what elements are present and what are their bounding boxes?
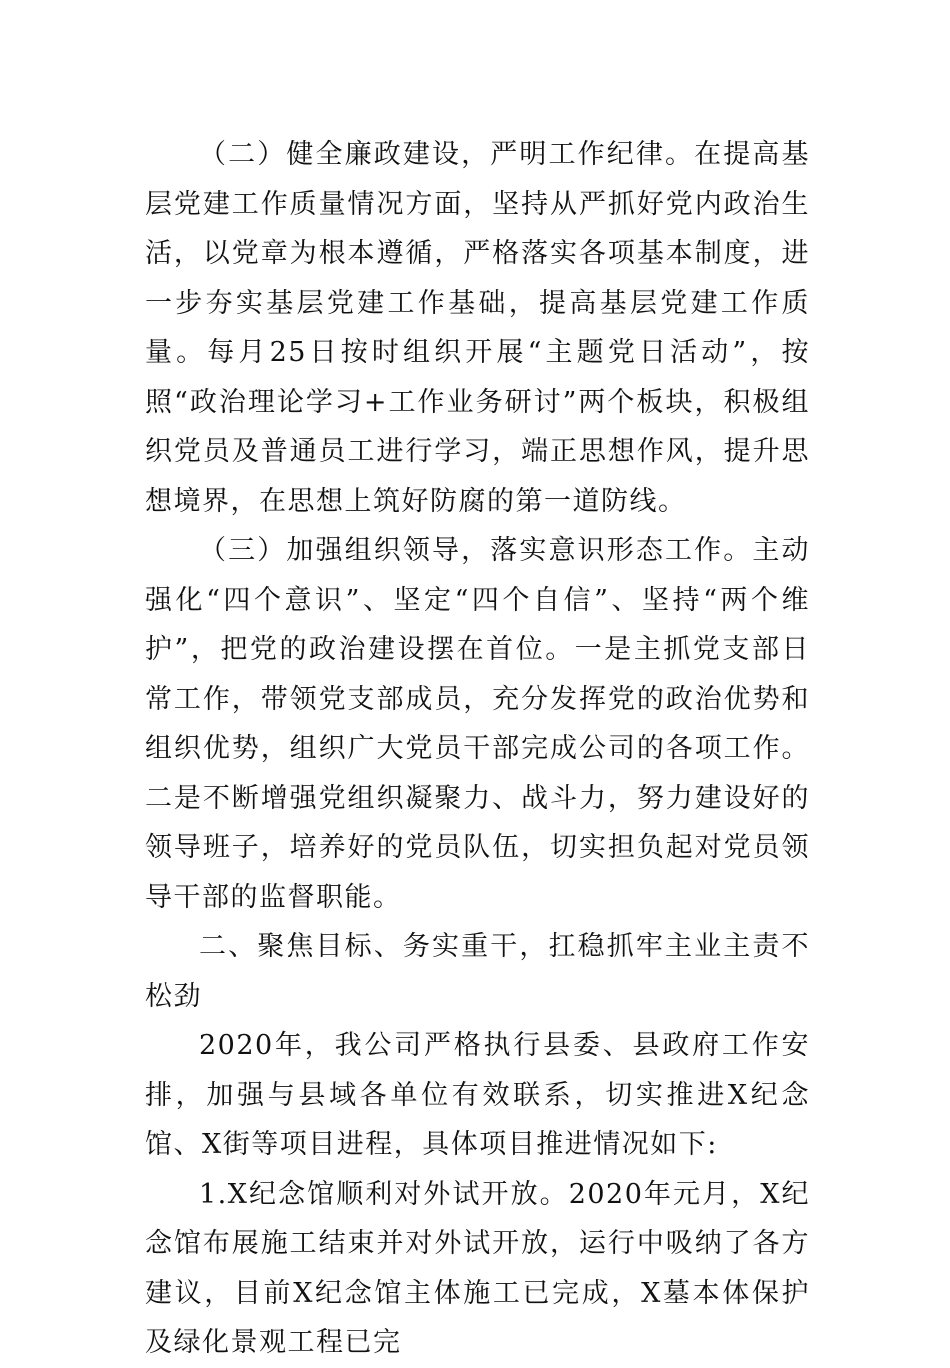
document-body [145, 130, 810, 1368]
paragraph-discipline: （二）健全廉政建设，严明工作纪律。在提高基层党建工作质量情况方面，坚持从严抓好党内政治生活，以党章为根本遵循，严格落实各项基本制度，进一步夯实基层党建工作基础，提高基层党建工作质量。每月25日按时组织开展“主题党日活动”，按照“政治理论学习+工作业务研讨”两个板块，积极组织党员及普通员工进行学习，端正思想作风，提升思想境界，在思想上筑好防腐的第一道防线。 [145, 139, 810, 517]
paragraph-organization-leadership: （三）加强组织领导，落实意识形态工作。主动强化“四个意识”、坚定“四个自信”、坚持“两个维护”，把党的政治建设摆在首位。一是主抓党支部日常工作，带领党支部成员，充分发挥党的政治优势和组织优势，组织广大党员干部完成公司的各项工作。二是不断增强党组织凝聚力、战斗力，努力建设好的领导班子，培养好的党员队伍，切实担负起对党员领导干部的监督职能。 [145, 535, 810, 913]
paragraph-memorial-hall: 1.X纪念馆顺利对外试开放。2020年元月，X纪念馆布展施工结束并对外试开放，运行中吸纳了各方建议，目前X纪念馆主体施工已完成，X墓本体保护及绿化景观工程已完 [145, 1178, 810, 1358]
paragraph-2020-overview: 2020年，我公司严格执行县委、县政府工作安排，加强与县域各单位有效联系，切实推进X纪念馆、X街等项目进程，具体项目推进情况如下: [145, 1030, 810, 1160]
section-heading-two: 二、聚焦目标、务实重干，扛稳抓牢主业主责不松劲 [145, 931, 810, 1012]
